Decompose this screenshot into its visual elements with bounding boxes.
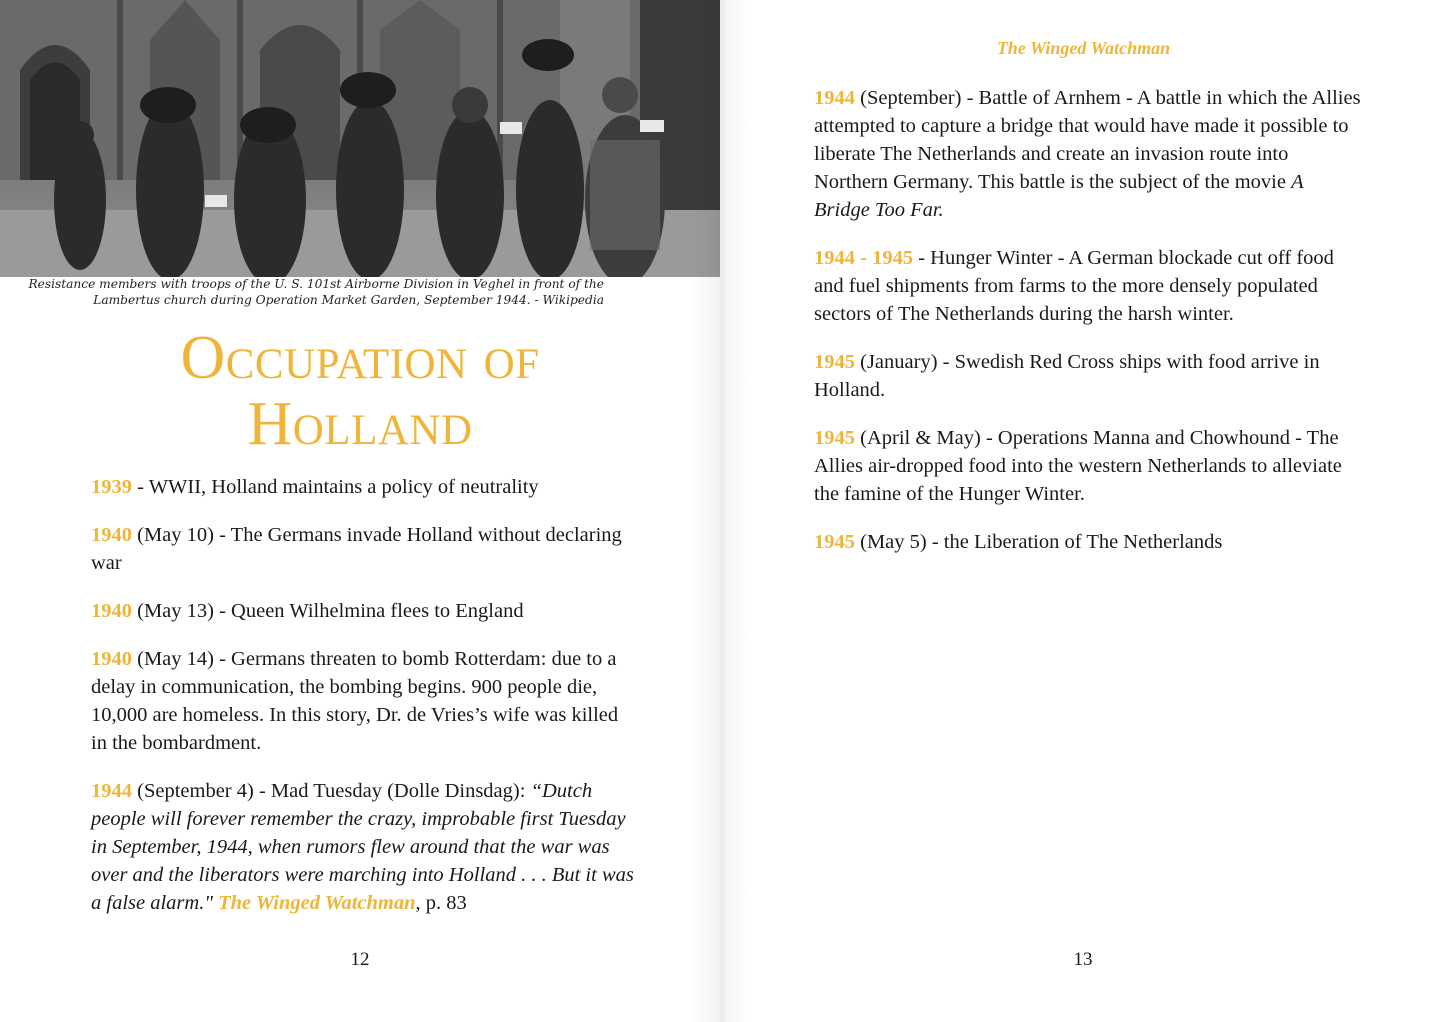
timeline-entry (91, 777, 639, 917)
timeline-entry (814, 244, 1362, 328)
entry-year: 1944 - 1945 (814, 247, 914, 269)
left-page (0, 0, 722, 1022)
right-page (722, 0, 1445, 1022)
entry-year: 1939 (91, 476, 132, 498)
entry-text: - WWII, Holland maintains a policy of neutrality (132, 476, 539, 498)
page-number: 13 (1073, 949, 1093, 970)
entry-text: (September 4) - Mad Tuesday (Dolle Dinsdag): (132, 780, 531, 802)
timeline-entry (91, 597, 639, 625)
page-title: Occupation of Holland (180, 324, 540, 458)
entry-page-ref: , p. 83 (415, 892, 467, 914)
entry-text: (May 5) - the Liberation of The Netherlands (855, 531, 1223, 553)
timeline-entry (91, 645, 639, 757)
timeline-right (814, 84, 1362, 576)
page-number: 12 (350, 949, 370, 970)
entry-quote: “Dutch people will forever remember the crazy, improbable first Tuesday in September, 1944, when rumors flew around that the war was over and the liberators were marching into Holland . . . But it was a false alarm." (91, 780, 634, 914)
entry-text: (May 14) - Germans threaten to bomb Rotterdam: due to a delay in communication, the bombing begins. 900 people die, 10,000 are homeless. In this story, Dr. de Vries’s wife was killed in the bombardment. (91, 648, 619, 754)
photo-illustration (0, 0, 720, 277)
entry-year: 1945 (814, 427, 855, 449)
entry-text: (May 10) - The Germans invade Holland without declaring war (91, 524, 622, 574)
entry-year: 1944 (814, 87, 855, 109)
timeline-entry (814, 348, 1362, 404)
entry-year: 1940 (91, 600, 132, 622)
entry-text: (May 13) - Queen Wilhelmina flees to England (132, 600, 524, 622)
entry-year: 1940 (91, 648, 132, 670)
movie-title: A Bridge Too Far. (814, 171, 1304, 221)
timeline-entry (814, 528, 1362, 556)
photo-caption: Resistance members with troops of the U. S. 101st Airborne Division in Veghel in front of the Lambertus church during Operation Market Garden, September 1944. - Wikipedia (28, 277, 604, 307)
timeline-entry (814, 84, 1362, 224)
timeline-entry (91, 473, 639, 501)
entry-year: 1945 (814, 351, 855, 373)
entry-year: 1940 (91, 524, 132, 546)
entry-text: - Hunger Winter - A German blockade cut off food and fuel shipments from farms to the more densely populated sectors of The Netherlands during the harsh winter. (814, 247, 1334, 325)
timeline-entry (814, 424, 1362, 508)
historical-photo (0, 0, 720, 277)
entry-text: (September) - Battle of Arnhem - A battle in which the Allies attempted to capture a bridge that would have made it possible to liberate The Netherlands and create an invasion route into Northern Germany. This battle is the subject of the movie (814, 87, 1361, 193)
entry-year: 1944 (91, 780, 132, 802)
entry-text: (April & May) - Operations Manna and Chowhound - The Allies air-dropped food into the western Netherlands to alleviate the famine of the Hunger Winter. (814, 427, 1342, 505)
timeline-entry (91, 521, 639, 577)
book-reference: The Winged Watchman (218, 892, 416, 914)
running-head: The Winged Watchman (996, 38, 1171, 58)
entry-text: (January) - Swedish Red Cross ships with food arrive in Holland. (814, 351, 1320, 401)
timeline-left (91, 473, 639, 937)
entry-year: 1945 (814, 531, 855, 553)
